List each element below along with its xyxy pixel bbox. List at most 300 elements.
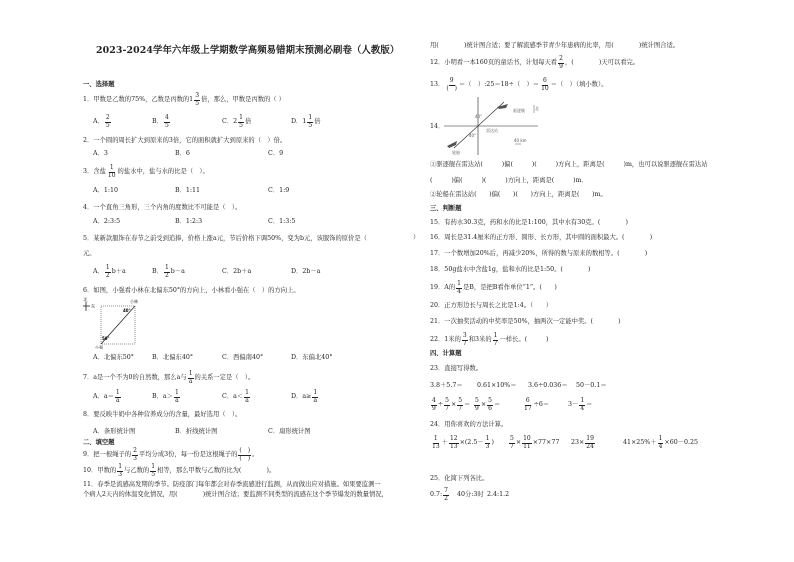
text-run: × [450,401,457,408]
text-run: 用( )统计图合适；要了解流感季节青少年患病的比率，用( )统计图合适。 [430,42,680,49]
fraction [444,398,450,412]
text-run: 0.61×10%＝ [477,382,517,389]
fraction [132,448,138,462]
fraction-numerator: 5 [488,397,492,404]
fraction [115,390,121,404]
fraction [579,398,585,412]
fraction-numerator: 12 [449,435,458,442]
question-line-q5c-opt [222,266,251,278]
fraction-denominator: 17 [524,404,532,412]
question-line-q1d [291,116,321,128]
question-line-q6c [222,352,263,364]
question-line-q14-3 [430,189,607,201]
question-line-q11b [83,489,388,501]
fraction [462,333,468,347]
fraction-numerator: 6 [543,77,547,84]
fraction-numerator: 3 [462,332,467,339]
text-run: 的盐水中，盐与水的比是（ ）。 [117,168,209,175]
question-line-q5close [413,232,419,244]
text-run: A．1:10 [93,187,118,194]
text-run: ） [413,234,420,241]
question-line-c3c [571,437,596,449]
question-line-q9 [83,449,258,461]
fraction-denominator: 6 [488,404,492,412]
text-run: C．西偏南40° [222,354,264,361]
text-run: 2．一个圆的周长扩大到原来的3倍，它的面积就扩大到原来的（ ）倍。 [83,137,287,144]
question-line-c4b [457,489,484,501]
question-line-q2b [175,148,190,160]
fraction [558,56,564,70]
question-line-c2c [522,399,549,411]
fraction-numerator: 1 [245,389,249,396]
fraction-numerator: 5 [458,397,463,404]
text-run: 6．如图，小强看小林在北偏东50°的方向上，小林看小强在（ ）的方向上。 [83,287,300,294]
question-line-q17 [430,248,647,260]
fraction [509,436,515,450]
text-run: 3－ [568,401,579,408]
exam-title: 2023-2024学年六年级上学期数学高频易错期末预测必刷卷（人教版） [96,45,400,56]
fraction [238,448,251,462]
question-line-q8c [268,426,311,438]
question-line-q1a [93,116,112,128]
text-run: 11．春季是流感高发期的季节。防疫部门每年都会对春季流感进行监测，从而做出应对措施。如果要监测一 [83,481,381,488]
question-line-q23 [430,363,482,375]
question-line-q1 [83,94,285,106]
fraction-numerator: 5 [445,397,449,404]
q14-radar-diagram [442,96,542,156]
question-line-c2b [473,399,500,411]
fraction-numerator: 1 [433,435,438,442]
right-column [411,0,794,562]
question-line-q24 [430,419,507,431]
question-line-q15 [430,217,628,229]
text-run: 25．化简下列各比。 [430,475,489,482]
question-line-q7d [291,391,319,403]
question-line-c1c [528,380,568,392]
fraction-whole: 1 [189,96,194,103]
fraction [107,165,117,179]
question-line-c4c [487,489,509,501]
text-run: 的关系一定是（ ）。 [194,374,255,381]
fraction-numerator: 2 [105,114,110,121]
question-line-q8b [175,426,217,438]
fraction-numerator: 1 [151,463,156,470]
destroyer-icon [497,104,508,109]
angle1-label: 40° [475,114,483,119]
fraction-denominator: a [116,396,120,404]
fraction [522,436,532,450]
question-line-q19 [430,282,557,294]
question-line-q7a [93,391,122,403]
text-run: B．a＞ [152,393,173,400]
text-run: A．a＝ [93,393,114,400]
text-run: 13． [430,81,445,88]
fraction [194,93,200,107]
section-heading [430,203,461,215]
text-run: B． [152,268,163,275]
text-run: B．6 [175,150,190,157]
text-run: 一、选择题 [83,81,115,88]
question-line-q3b [175,185,200,197]
section-heading [83,437,114,449]
text-run: ÷ [437,401,444,408]
fraction-denominator: 10 [107,171,116,179]
fraction [449,436,459,450]
angle2-label: 40° [469,133,477,138]
xiaolin-label: 小林 [130,299,138,304]
fraction-numerator: 7 [444,487,448,494]
text-run: A．2:3:5 [93,218,121,225]
fraction-numerator: 1 [485,435,490,442]
text-run: A． [93,118,104,125]
fraction-numerator: 1 [174,389,179,396]
question-line-q13 [430,79,607,91]
fraction-denominator: a [175,396,179,404]
text-run: D． [291,118,303,125]
fraction-numerator: 1 [118,463,123,470]
section-heading [83,79,114,91]
fraction-numerator: 1 [109,164,114,171]
text-run: 40分:3时 [457,491,484,498]
text-run: ②轮船在雷达站( )偏( )( )方向上，距离是( )m。 [430,191,607,198]
fraction [443,488,449,502]
fraction-numerator: 1 [457,280,461,287]
text-run: 二、填空题 [83,439,115,446]
fraction-denominator: 3 [485,442,490,450]
fraction [244,390,250,404]
fraction [474,398,480,412]
text-run: 相等，那么甲数与乙数的比为( )。 [157,467,276,474]
question-line-c2d [568,399,592,411]
text-run: 23．直接写得数。 [430,365,483,372]
question-line-q5d-opt [291,266,320,278]
fraction-denominator: 9 [559,62,563,70]
angle-40-label: 40° [123,308,131,313]
fraction-numerator: 1 [308,114,313,121]
fraction-numerator: 1 [105,264,110,271]
text-run: ＝ [493,401,501,408]
text-run: ＝（ ）:25＝18÷（ ）＝ [459,81,540,88]
fraction [493,333,499,347]
question-line-q6b [152,352,193,364]
question-line-q3 [83,166,209,178]
fraction-numerator: 3 [195,92,200,99]
fraction-denominator: 7 [445,404,449,412]
question-line-q11c [430,40,679,52]
question-line-q6d [291,352,332,364]
question-line-q14-2 [430,175,588,187]
fraction [457,398,463,412]
question-line-q8 [83,409,241,421]
fraction-numerator: 1 [493,332,498,339]
fraction-denominator: 7 [462,339,467,347]
text-run: b＋a [111,268,126,275]
east-label: 东 [91,303,95,309]
text-run: 3.8＋5.7＝ [430,382,463,389]
text-run: 元。 [83,250,96,257]
fraction-denominator: 13 [449,442,458,450]
text-run: D．东偏北40° [291,354,333,361]
xiaoqiang-label: 小强 [95,345,103,349]
fraction [456,281,462,295]
fraction [164,115,170,129]
question-line-q6a [93,352,134,364]
text-run: 1．甲数是乙数的75%，乙数是丙数的 [83,96,190,103]
question-line-q7c [222,391,251,403]
fraction [312,390,318,404]
fraction-denominator: 10 [541,84,549,92]
fraction [585,436,595,450]
fraction-denominator: 5 [195,99,200,107]
question-line-q10 [83,465,275,477]
fraction-numerator: 1 [164,264,169,271]
fraction [431,436,441,450]
question-line-q4a [93,216,120,228]
fraction-denominator: 9 [432,404,436,412]
question-line-c1a [430,380,463,392]
north-label: 北 [535,106,539,111]
fraction [150,464,156,478]
fraction-numerator: ( ) [239,447,251,454]
text-run: C．扇形统计图 [268,428,311,435]
question-line-q20 [430,300,552,312]
fraction-denominator: 5 [105,121,110,129]
fraction [445,78,458,92]
text-run: B．1:11 [175,187,201,194]
text-run: C．1:3:5 [268,218,296,225]
question-line-c3d [623,437,698,449]
text-run: ) [491,439,494,446]
fraction-numerator: 10 [523,435,531,442]
fraction-denominator: 2 [105,271,110,279]
text-run: 8．要反映牛奶中各种营养成分的含量，最好选用（ ）。 [83,411,242,418]
text-run: 16．周长是31.4厘米的正方形、圆形、长方形，其中圆的面积最大。( ) [430,234,653,241]
question-line-q2 [83,135,286,147]
text-run: 个病人2天内的体温变化情况，用( )统计图合适；要监测不同类型的流感在这个季节爆发的数量情况， [83,491,388,498]
question-line-q21 [430,316,621,328]
fraction-denominator: a [188,377,193,385]
text-run: 0.7: [430,491,443,498]
text-run: 三、判断题 [430,205,462,212]
question-line-q2c [268,148,283,160]
fraction [238,115,244,129]
fraction-denominator: a [313,396,318,404]
fraction-denominator: ( ) [239,454,251,462]
scale-label: 40 km [514,138,527,143]
fraction-denominator: 5 [239,121,243,129]
fraction [523,398,533,412]
text-run: C． [222,118,234,125]
text-run: 倍 [244,118,252,125]
question-line-c2a [430,399,470,411]
text-run: 50－0.1＝ [576,382,607,389]
fraction-numerator: 4 [164,114,169,121]
text-run: 15．有药水30.3克，药和水的比是1:100，其中水有30克。( ) [430,219,628,226]
text-run: ×(2.5－ [459,439,484,446]
fraction-denominator: 2 [164,271,169,279]
question-line-q12 [430,57,639,69]
text-run: 21．一次抽奖活动的中奖率是50%，抽两次一定能中奖。( ) [430,318,621,325]
question-line-q4 [83,202,241,214]
text-run: ＝（ ）（填小数）。 [550,81,608,88]
question-line-q6 [83,285,300,297]
fraction-denominator: 7 [458,404,463,412]
question-line-q22 [430,334,548,346]
fraction-denominator: 3 [118,470,123,478]
fraction [105,115,111,129]
text-run: 23× [571,439,585,446]
question-line-q5b-opt [152,266,185,278]
fraction-numerator: 2 [133,447,137,454]
fraction-denominator: 4 [658,442,663,450]
question-line-c1d [576,380,607,392]
text-run: 。 [252,451,259,458]
question-line-q3c [268,185,289,197]
question-line-q7 [83,372,254,384]
angle-50-label: 50° [102,336,110,341]
fraction [485,435,494,450]
text-run: 9．把一根绳子的 [83,451,132,458]
text-run: × [515,439,522,446]
bearing-line [454,102,504,148]
text-run: 2.4:1.2 [487,491,510,498]
fraction-denominator: 7 [510,442,514,450]
text-run: 19．A的 [430,284,456,291]
question-line-q14-1 [430,159,708,171]
text-run: ×60－0.25 [664,439,699,446]
radar-label: 雷达站 [486,128,498,133]
fraction-whole: 2 [233,118,238,125]
fraction-numerator: 1 [115,389,120,396]
question-line-q18 [430,264,591,276]
question-line-q5b [83,248,96,260]
question-line-q4b [175,216,202,228]
text-run: 14． [430,123,445,130]
text-run: ＝ [464,401,471,408]
fraction [307,115,313,129]
text-run: 倍 [314,118,321,125]
text-run: 4．一个直角三角形，三个内角的度数比不可能是（ ）。 [83,204,242,211]
text-run: B．1:2:3 [175,218,203,225]
fraction-numerator: 1 [313,389,318,396]
text-run: A． [93,268,104,275]
question-line-c4a [430,489,450,501]
text-run: 22．1米的 [430,336,461,343]
text-run: 5．某新款服饰在春节之前受到追捧，价格上涨a元，节后价格下调50%，变为b元，该服饰的原价是（ [83,235,367,242]
question-line-q5 [83,233,367,245]
fraction-numerator: 4 [432,397,436,404]
fraction-numerator: 5 [475,397,479,404]
fraction-numerator: 1 [658,435,663,442]
north-label: 北 [83,297,88,302]
fraction-numerator: 1 [188,370,193,377]
text-run: C．a＜ [222,393,244,400]
text-run: ＋ [441,439,448,446]
question-line-q2a [93,148,108,160]
fraction-denominator: 5 [164,121,169,129]
fraction [658,436,664,450]
fraction-denominator: 7 [493,339,498,347]
text-run: B．北偏东40° [152,354,193,361]
question-line-q5a-opt [93,266,126,278]
text-run: ( )偏( )( )方向上，距离是( )m． [430,177,588,184]
fraction-denominator: 3 [133,454,137,462]
text-run: B． [152,118,163,125]
text-run: 18．50g盐水中含盐1g，盐和水的比是1:50。( ) [430,266,591,273]
question-line-q1b [152,116,171,128]
question-line-c3a [430,437,494,449]
question-line-c3b [508,437,559,449]
text-run: 7．a是一个不为0的自然数，那么a与 [83,374,187,381]
fraction-numerator: 6 [525,397,530,404]
question-line-q16 [430,232,652,244]
question-line-q7b [152,391,181,403]
fraction-denominator: 9 [475,404,479,412]
text-run: 四、计算题 [430,350,462,357]
text-run: ×77×77 [532,439,560,446]
fraction [174,390,180,404]
text-run: A．条形统计图 [93,428,136,435]
fraction [117,464,123,478]
fraction [105,265,111,279]
question-line-q1c [222,116,251,128]
fraction-denominator: 4 [457,287,461,295]
fraction-denominator: 4 [580,404,585,412]
text-run: 17．一个数增加20%后，再减少20%，所得的数与原来的数相等。( ) [430,250,648,257]
fraction-denominator: 2 [444,494,448,502]
fraction-denominator: 5 [151,470,156,478]
text-run: A．北偏东50° [93,354,134,361]
text-run: D．2b－a [291,268,321,275]
text-run: b－a [170,268,185,275]
text-run: 倍，那么，甲数是丙数的（ ） [201,96,285,103]
fraction-denominator: 13 [432,442,440,450]
text-run: 与乙数的 [124,467,150,474]
text-run: 41×25%＋ [623,439,657,446]
text-run: 和3米的 [468,336,492,343]
fraction-denominator: a [245,396,249,404]
text-run: 一样长。( ) [499,336,549,343]
text-run: ，( )天可以看完。 [564,59,640,66]
text-run: ＝ [586,401,593,408]
question-line-q4c [268,216,295,228]
fraction-numerator: 9 [449,77,454,84]
fraction-numerator: 2 [559,55,563,62]
fraction-denominator: ( ) [446,84,457,92]
text-run: × [480,401,487,408]
section-heading [430,348,461,360]
text-run: 24．用你喜欢的方法计算。 [430,421,508,428]
text-run: 是B，是把B看作单位“1”。( ) [462,284,557,291]
text-run: 3.6÷0.036＝ [528,382,568,389]
text-run: 平均分成3份，每一份是这根绳子的 [138,451,238,458]
text-run: D．a≥ [291,393,312,400]
fraction [487,398,493,412]
fraction [188,371,194,385]
text-run: ①驱逐舰在雷达站( )偏( )( )方向上，距离是( )m，也可以说驱逐舰在雷达站 [430,161,708,168]
fraction [164,265,170,279]
fraction-whole: 1 [302,118,307,125]
text-run: 3．含盐 [83,168,106,175]
fraction-denominator: 5 [308,121,313,129]
text-run: 10．甲数的 [83,467,117,474]
question-line-q3a [93,185,118,197]
text-run: A．3 [93,150,108,157]
text-run: 20．正方形边长与周长之比是1:4。（ ） [430,302,553,309]
text-run: 12．小明看一本160页的童话书，计划每天看 [430,59,558,66]
fraction-numerator: 1 [239,114,243,121]
fraction [540,78,550,92]
